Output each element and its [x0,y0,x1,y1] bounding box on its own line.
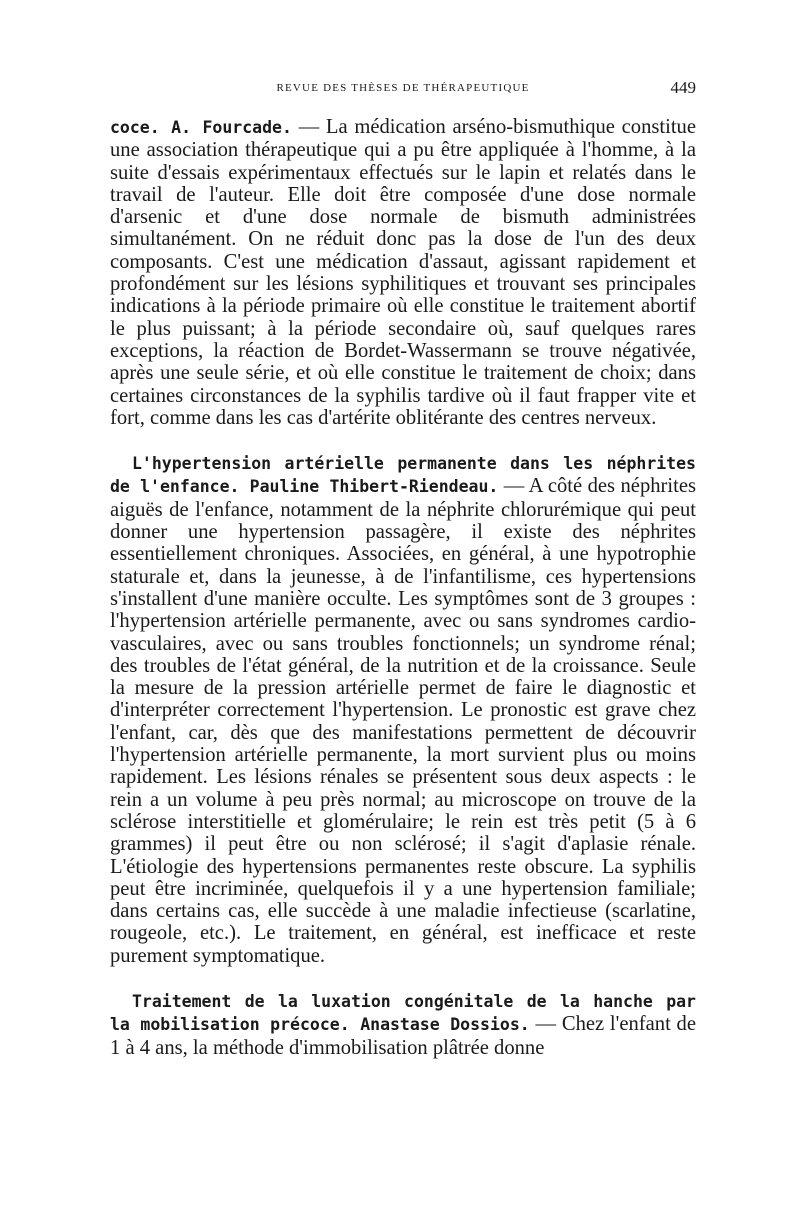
article-paragraph [110,990,696,1059]
article-body: — Chez l'enfant de 1 à 4 ans, la méthode d'immobilisation plâtrée donne [110,1013,696,1059]
paragraph-gap [110,967,696,990]
article-title: L'hypertension artérielle permanente dans les néphrites de l'enfance. Pauline Thibert-Riendeau. [110,454,696,497]
article-author: coce. A. Fourcade. [110,118,292,137]
article-paragraph [110,452,696,967]
page-number: 449 [670,78,696,97]
article-title: Traitement de la luxation congénitale de la hanche par la mobilisation précoce. Anastase Dossios. [110,991,696,1035]
running-header [110,78,696,108]
article-body: — La médication arséno-bismuthique constitue une association thérapeutique qui a pu être appliquée à l'homme, à la suite d'essais expérimentaux effectués sur le lapin et relatés dans le travail de l'auteur. Elle doit être composée d'une dose normale d'arsenic et d'une dose normale de bismuth administrées simultanément. On ne réduit donc pas la dose de l'un des deux composants. C'est une médication d'assaut, agissant rapidement et profondément sur les lésions syphilitiques et trouvant ses principales indications à la période primaire où elle constitue le traitement abortif le plus puissant; à la période secondaire où, sauf quelques rares exceptions, la réaction de Bordet-Wassermann se trouve négativée, après une seule série, et où elle constitue le traitement de choix; dans certaines circonstances de la syphilis tardive où il faut frapper vite et fort, comme dans les cas d'artérite oblitérante des centres nerveux. [110,116,696,429]
paragraph-gap [110,429,696,452]
article-paragraph [110,116,696,429]
running-title: REVUE DES THÈSES DE THÉRAPEUTIQUE [276,82,530,94]
article-body: — A côté des néphrites aiguës de l'enfance, notamment de la néphrite chlorurémique qui peut donner une hypertension passagère, il existe des néphrites essentiellement chroniques. Associées, en général, à une hypotrophie staturale et, dans la jeunesse, à de l'infantilisme, ces hypertensions s'installent d'une manière occulte. Les symptômes sont de 3 groupes : l'hypertension artérielle permanente, avec ou sans syndromes cardio-vasculaires, avec ou sans troubles fonctionnels; un syndrome rénal; des troubles de l'état général, de la nutrition et de la croissance. Seule la mesure de la pression artérielle permet de faire le diagnostic et d'interpréter correctement l'hypertension. Le pronostic est grave chez l'enfant, car, dès que des manifestations permettent de découvrir l'hypertension artérielle permanente, la mort survient plus ou moins rapidement. Les lésions rénales se présentent sous deux aspects : le rein a un volume à peu près normal; au microscope on trouve de la sclérose interstitielle et glomérulaire; le rein est très petit (5 à 6 grammes) il peut être ou non sclérosé; il s'agit d'aplasie rénale. L'étiologie des hypertensions permanentes reste obscure. La syphilis peut être incriminée, quelquefois il y a une hypertension familiale; dans certains cas, elle succède à une maladie infectieuse (scarlatine, rougeole, etc.). Le traitement, en général, est inefficace et reste purement symptomatique. [110,475,696,967]
document-page [110,78,696,1059]
